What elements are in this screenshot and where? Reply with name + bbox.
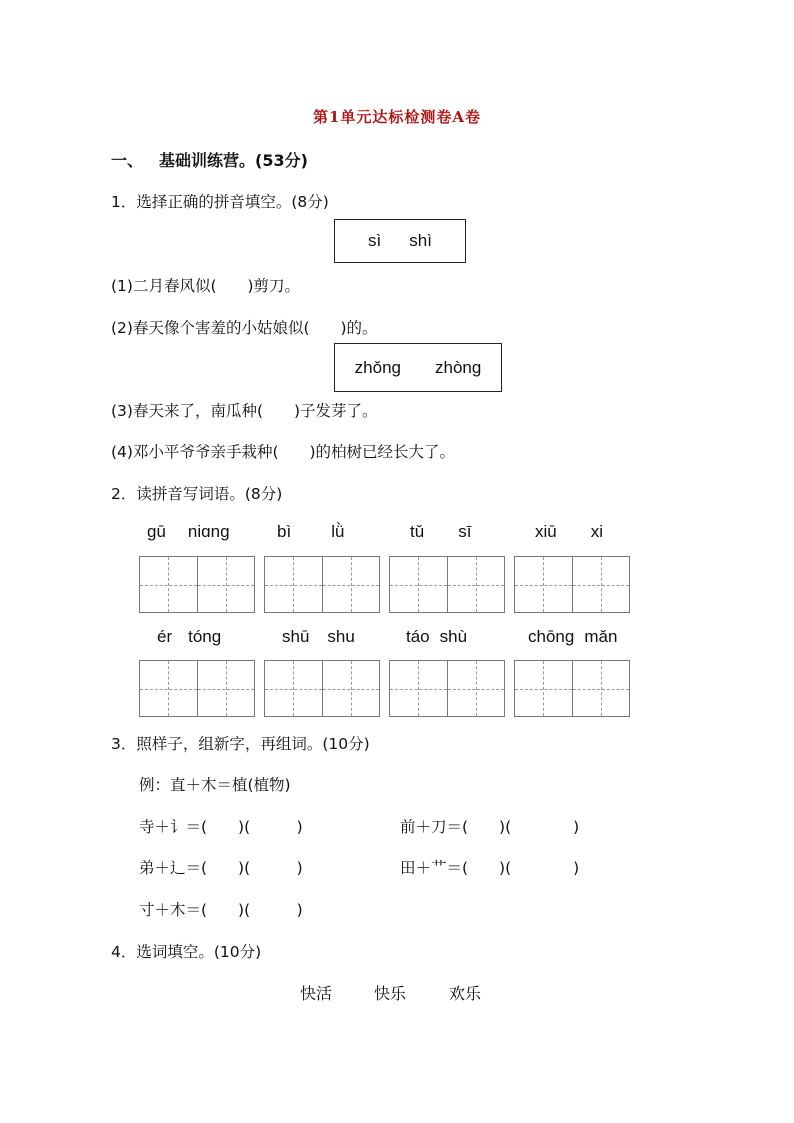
compose-line: 寸＋木＝( )( ): [139, 901, 303, 919]
question-2-heading: 2．读拼音写词语。(8分): [111, 485, 283, 503]
pinyin-word: táo shù: [406, 627, 468, 646]
compose-line: 田＋艹＝( )( ): [400, 859, 580, 877]
fill-line-1: (1)二月春风似( )剪刀。: [111, 277, 301, 295]
pinyin-word: gū niɑng: [147, 522, 230, 541]
writing-grid[interactable]: [514, 556, 630, 613]
compose-line: 弟＋辶＝( )( ): [139, 859, 303, 877]
word-option: 快活: [300, 984, 333, 1003]
pinyin-word: chōng mǎn: [528, 627, 618, 646]
compose-line: 前＋刀＝( )( ): [400, 818, 580, 836]
section-label: 基础训练营。(53分): [159, 151, 308, 170]
writing-grid[interactable]: [389, 660, 505, 717]
word-option: 欢乐: [449, 984, 482, 1003]
fill-line-3: (3)春天来了，南瓜种( )子发芽了。: [111, 402, 378, 420]
page-title: 第1单元达标检测卷A卷: [312, 108, 482, 126]
writing-grid[interactable]: [264, 660, 380, 717]
pinyin-word: bì lǜ: [277, 522, 345, 541]
fill-line-2: (2)春天像个害羞的小姑娘似( )的。: [111, 319, 378, 337]
pinyin-word: shū shu: [282, 627, 355, 646]
writing-grid[interactable]: [514, 660, 630, 717]
writing-grid[interactable]: [389, 556, 505, 613]
pinyin-option-box-2: [334, 343, 502, 392]
writing-grid[interactable]: [264, 556, 380, 613]
question-1-heading: 1．选择正确的拼音填空。(8分): [111, 193, 329, 211]
pinyin-option: sì: [368, 231, 382, 250]
writing-grid[interactable]: [139, 660, 255, 717]
section-heading: [111, 148, 308, 171]
pinyin-option: zhǒng: [354, 357, 401, 377]
pinyin-word: tǔ sī: [410, 522, 472, 541]
fill-line-4: (4)邓小平爷爷亲手栽种( )的柏树已经长大了。: [111, 443, 456, 461]
pinyin-word: xiū xi: [535, 522, 604, 541]
compose-line: 寺＋讠＝( )( ): [139, 818, 303, 836]
pinyin-option: shì: [409, 231, 432, 250]
writing-grid[interactable]: [139, 556, 255, 613]
section-number: 一、: [111, 151, 144, 170]
pinyin-word: ér tóng: [157, 627, 222, 646]
question-4-heading: 4．选词填空。(10分): [111, 943, 262, 961]
pinyin-option-box-1: [334, 219, 466, 263]
pinyin-option: zhòng: [435, 357, 482, 377]
word-option: 快乐: [374, 984, 407, 1003]
question-3-heading: 3．照样子，组新字，再组词。(10分): [111, 735, 370, 753]
example-line: 例：直＋木＝植(植物): [139, 776, 291, 794]
